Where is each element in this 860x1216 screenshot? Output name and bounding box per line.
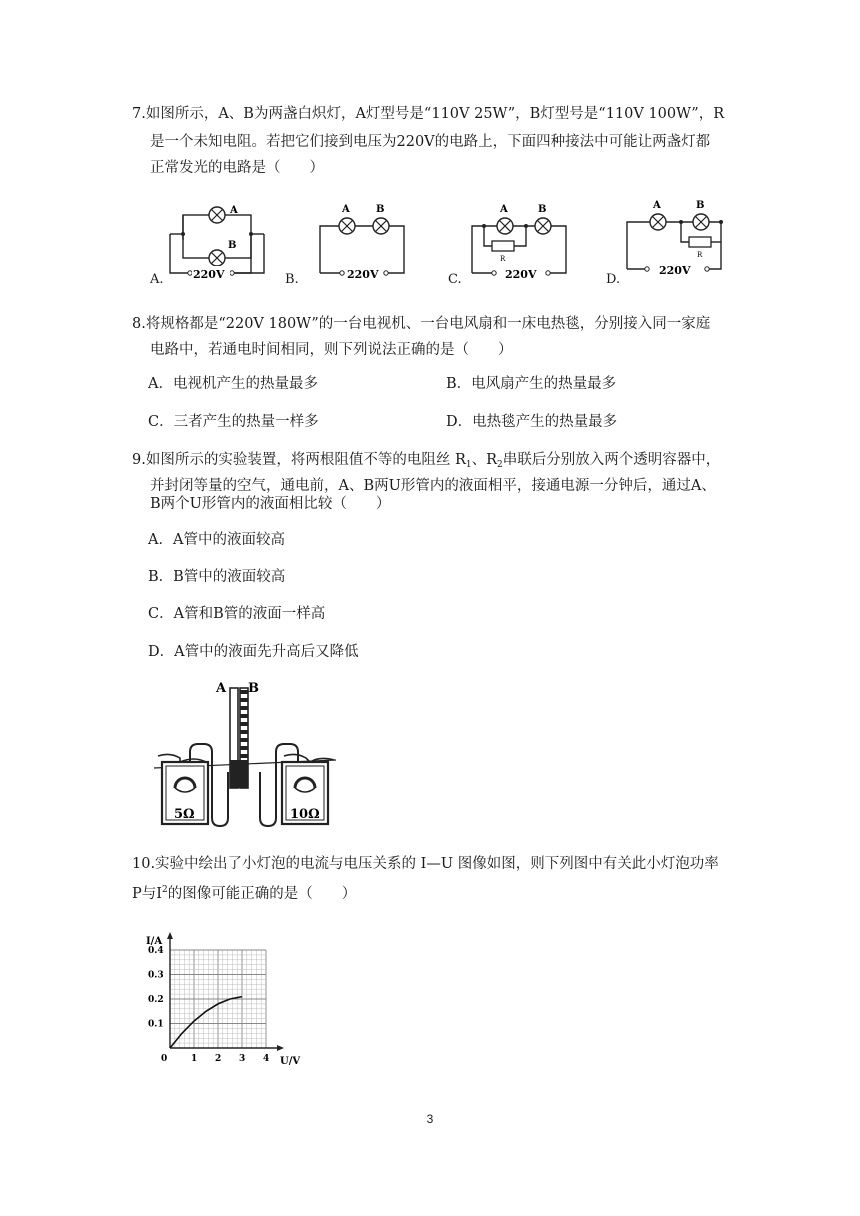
x-tick-label: 4 [263,1054,270,1064]
q8-option-a[interactable]: A．电视机产生的热量最多 [148,376,318,392]
q9-text-line1 [132,450,720,475]
q9-option-a[interactable]: A．A管中的液面较高 [148,532,285,548]
resistor-5-label: 5Ω [174,807,195,822]
y-tick-label: 0.2 [148,995,164,1005]
q7-text-line2: 是一个未知电阻。若把它们接到电压为220V的电路上，下面四种接法中可能让两盏灯都 [150,134,711,150]
circuit-d-resistor-label: R [697,251,703,259]
q9-sub-2: 2 [497,460,503,470]
circuit-option-b[interactable] [300,198,420,290]
q8-text-line1: 8.将规格都是“220V 180W”的一台电视机、一台电风扇和一床电热毯，分别接入同一家庭 [132,316,711,332]
circuit-b-diagram [300,198,420,290]
y-axis-arrow [167,932,173,939]
x-tick-label: 1 [191,1054,198,1064]
q10-line2-part1: P与I [132,886,162,902]
iu-chart-svg [140,910,340,1070]
y-tick-label: 0.4 [148,946,164,956]
x-axis-label: U/V [280,1056,301,1067]
q10-line2-part2: 的图像可能正确的是（ ） [167,886,357,902]
q10-sup: 2 [161,885,168,895]
iu-chart [140,910,340,1070]
circuit-c-voltage: 220V [505,268,537,281]
q9-text-line3: B两个U形管内的液面相比较（ ） [150,496,391,512]
x-tick-label: 2 [215,1054,222,1064]
circuit-a-label-a: A [230,205,238,216]
circuit-option-d[interactable] [615,194,735,286]
q9-option-c[interactable]: C．A管和B管的液面一样高 [148,606,326,622]
circuit-option-c[interactable] [462,198,582,290]
circuit-d-diagram [615,194,735,286]
circuit-d-label-a: A [653,200,661,211]
y-tick-label: 0.1 [148,1019,164,1030]
circuit-b-voltage: 220V [347,268,379,281]
circuit-option-a[interactable] [148,198,268,290]
page-number: 3 [426,1112,434,1126]
q7-text-line1: 7.如图所示，A、B为两盏白炽灯，A灯型号是“110V 25W”，B灯型号是“110V 100W”，R [132,106,725,122]
circuit-d-voltage: 220V [659,264,691,277]
x-tick-label: 0 [161,1054,168,1064]
circuit-c-diagram [462,198,582,290]
q9-option-b[interactable]: B．B管中的液面较高 [148,569,286,585]
q9-line1-part3: 串联后分别放入两个透明容器中， [502,452,721,468]
resistor-10-label: 10Ω [290,807,320,822]
circuit-c-label-a: A [500,204,508,215]
circuit-b-letter: B. [285,272,299,287]
q8-option-d[interactable]: D．电热毯产生的热量最多 [446,414,618,430]
q9-line1-part1: 9.如图所示的实验装置，将两根阻值不等的电阻丝 R [132,452,466,468]
circuit-c-letter: C. [448,272,462,287]
tube-label-b: B [248,681,259,696]
circuit-c-label-b: B [538,204,547,215]
iu-curve [170,997,242,1048]
y-axis-label: I/A [146,936,163,947]
circuit-a-label-b: B [228,240,237,251]
tube-label-a: A [216,681,227,696]
circuit-a-diagram [148,198,268,290]
circuit-d-letter: D. [606,272,621,287]
circuit-c-resistor-label: R [500,255,506,263]
q8-option-b[interactable]: B．电风扇产生的热量最多 [446,376,617,392]
circuit-a-voltage: 220V [193,268,225,281]
u-tube-diagram [150,680,340,830]
circuit-a-letter: A. [150,272,164,287]
q9-option-d[interactable]: D．A管中的液面先升高后又降低 [148,644,359,660]
q10-text-line1: 10.实验中绘出了小灯泡的电流与电压关系的 I—U 图像如图，则下列图中有关此小灯泡功率 [132,856,719,872]
q10-text-line2 [132,880,356,904]
circuit-b-label-a: A [342,204,350,215]
q8-text-line2: 电路中，若通电时间相同，则下列说法正确的是（ ） [150,342,513,358]
x-axis-arrow [277,1045,284,1051]
q9-sub-1: 1 [465,460,472,470]
y-tick-label: 0.3 [148,970,164,981]
circuit-d-label-b: B [696,200,705,211]
q9-text-line2: 并封闭等量的空气，通电前，A、B两U形管内的液面相平，接通电源一分钟后，通过A、 [150,478,716,494]
q9-line1-part2: 、R [471,452,498,468]
q7-text-line3: 正常发光的电路是（ ） [150,160,324,176]
circuit-b-label-b: B [376,204,385,215]
q8-option-c[interactable]: C．三者产生的热量一样多 [148,414,319,430]
q9-apparatus-figure [150,680,340,830]
x-tick-label: 3 [239,1054,246,1064]
